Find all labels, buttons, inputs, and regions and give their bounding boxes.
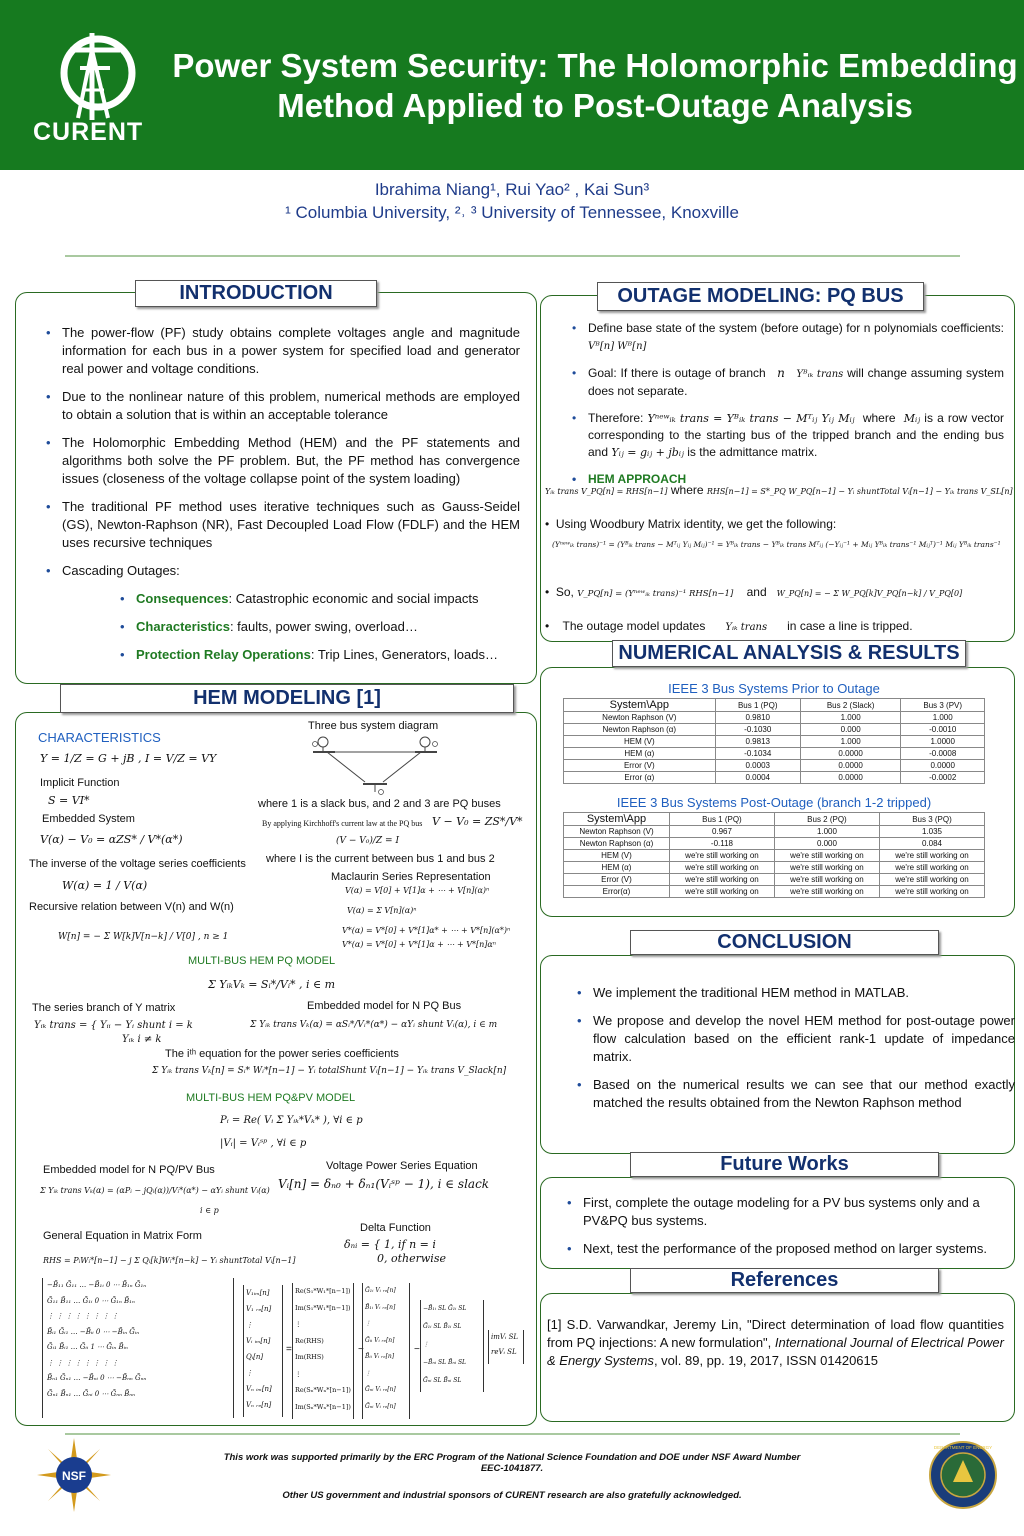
pv-equation-2: |Vᵢ| = Vᵢˢᵖ , ∀i ∈ p	[220, 1138, 307, 1149]
multibus-pq-heading: MULTI-BUS HEM PQ MODEL	[188, 955, 336, 967]
outage-item: • Define base state of the system (before outage) for n polynomials coefficients: Vᴮ[n] Wᴮ[n]	[588, 320, 1004, 355]
recursive-equation: W[n] = − Σ W[k]V[n−k] / V[0] , n ≥ 1	[58, 932, 229, 942]
introduction-body	[44, 324, 520, 674]
minus-sign: −	[414, 1344, 420, 1355]
matrix-row: ⋮ ⋮ ⋮ ⋮ ⋮ ⋮ ⋮ ⋮	[47, 1358, 119, 1367]
nsf-logo-icon	[35, 1436, 113, 1514]
ith-equation-label: The iᵗʰ equation for the power series coefficients	[165, 1048, 399, 1060]
table-row: Newton Raphson (α) -0.1030 0.000 -0.0010	[564, 724, 985, 736]
matrix-row: ⋮ ⋮ ⋮ ⋮ ⋮ ⋮ ⋮ ⋮	[47, 1312, 119, 1320]
bottom-divider	[65, 1433, 960, 1435]
vector-entry: imVᵢ SL	[491, 1333, 519, 1341]
admittance-equation: Y = 1/Z = G + jB , I = V/Z = VY	[40, 752, 217, 765]
admittance-matrix	[42, 1278, 234, 1418]
delta-equation-a: δₙᵢ = { 1, if n = i	[344, 1238, 436, 1251]
recursive-label: Recursive relation between V(n) and W(n)	[29, 901, 234, 913]
table1-caption: IEEE 3 Bus Systems Prior to Outage	[668, 681, 880, 696]
vector-entry: V₁ ᵣₑ[n]	[246, 1305, 272, 1313]
embedded-npq-equation: Σ Yᵢₖ trans Vₖ(α) = αSᵢ*/Vᵢ*(α*) − αYᵢ shunt Vᵢ(α), i ∈ m	[250, 1020, 498, 1030]
vector-entry: B̃ᵢᵢ Vᵢ ᵣₑ[n]	[365, 1353, 395, 1360]
introduction-title: INTRODUCTION	[135, 280, 377, 307]
pv-equation-1: Pᵢ = Re( Vᵢ Σ Yᵢₖ*Vₖ* ), ∀i ∈ p	[220, 1115, 363, 1126]
conclusion-item: • We propose and develop the novel HEM method for post-outage power flow calculation based on the efficient rank-1 update of impedance matrix.	[593, 1012, 1015, 1066]
references-title: References	[630, 1268, 939, 1293]
table-post-outage	[563, 812, 985, 898]
authors: Ibrahima Niang¹, Rui Yao² , Kai Sun³	[374, 180, 650, 199]
maclaurin-eq-1: V(α) = V[0] + V[1]α + ⋯ + V[n](α)ⁿ	[345, 886, 490, 895]
three-bus-diagram	[305, 734, 455, 796]
general-matrix-label: General Equation in Matrix Form	[43, 1230, 202, 1242]
multibus-pq-equation: Σ YᵢₖVₖ = Sᵢ*/Vᵢ* , i ∈ m	[208, 978, 336, 991]
diagram-caption: Three bus system diagram	[308, 720, 439, 732]
b-matrix	[420, 1300, 484, 1392]
doe-seal-text: DEPARTMENT OF ENERGY	[933, 1445, 993, 1450]
vector-entry: ⋮	[246, 1369, 253, 1377]
future-works-title: Future Works	[630, 1152, 939, 1177]
maclaurin-eq-4: V*(α) = V*[0] + V*[1]α + ⋯ + V*[n]αⁿ	[342, 940, 497, 949]
matrix-row: G̃ᵢ₁ B̃ᵢ₁ … G̃ᵢᵢ 1 ⋯ G̃ᵢₙ B̃ᵢₙ	[47, 1343, 128, 1351]
inverse-equation: W(α) = 1 / V(α)	[62, 879, 148, 892]
vector-entry: V₁ᵢₘ[n]	[246, 1289, 270, 1297]
multibus-pqpv-heading: MULTI-BUS HEM PQ&PV MODEL	[186, 1092, 356, 1104]
updates-line: • The outage model updates Yᵢₖ trans in case a line is tripped.	[545, 619, 913, 633]
table-row: Newton Raphson (V) 0.967 1.000 1.035	[564, 826, 985, 838]
woodbury-label: • Using Woodbury Matrix identity, we get the following:	[545, 517, 837, 531]
voltage-vector	[243, 1285, 283, 1417]
table-header: Bus 2 (Slack)	[800, 699, 901, 712]
vector-entry: Vₙ ᵢₘ[n]	[246, 1385, 272, 1393]
logo-text: CURENT	[33, 118, 144, 146]
title-line-1: Power System Security: The Holomorphic Embedding	[172, 47, 1018, 84]
intro-sub-item: • Characteristics: faults, power swing, overload…	[136, 618, 520, 636]
matrix-row: −B̃₁₁ G̃₁₁ … −B̃₁ᵢ 0 ⋯ B̃₁ₙ G̃₁ₙ	[47, 1281, 147, 1289]
table-header: Bus 1 (PQ)	[715, 699, 800, 712]
matrix-entry: −B̃₁ᵢ SL G̃₁ᵢ SL	[423, 1305, 467, 1312]
g-vector	[362, 1283, 410, 1419]
table-header: Bus 3 (PV)	[901, 699, 985, 712]
series-branch-label: The series branch of Y matrix	[32, 1002, 176, 1014]
vector-entry: Vₙ ᵣₑ[n]	[246, 1401, 272, 1409]
inverse-label: The inverse of the voltage series coefficients	[29, 858, 246, 870]
matrix-row: G̃₁₁ B̃₁₁ … G̃₁ᵢ 0 ⋯ G̃₁ₙ B̃₁ₙ	[47, 1296, 135, 1305]
vector-entry: Re(Sₙ*Wₙ*[n−1])	[295, 1386, 351, 1394]
vector-entry: B̃₁ᵢ Vᵢ ᵣₑ[n]	[365, 1303, 396, 1311]
future-works-body	[565, 1194, 1007, 1268]
delta-function-label: Delta Function	[360, 1222, 431, 1234]
doe-seal-icon	[928, 1440, 998, 1510]
rhs-vector	[292, 1283, 354, 1419]
poster-title	[170, 46, 1020, 126]
current-note: where I is the current between bus 1 and bus 2	[266, 853, 495, 865]
table-row: Newton Raphson (α) -0.118 0.000 0.084	[564, 838, 985, 850]
table2-caption: IEEE 3 Bus Systems Post-Outage (branch 1-2 tripped)	[616, 795, 932, 810]
series-branch-eq-a: Yᵢₖ trans = { Yᵢᵢ − Yᵢ shunt i = k	[34, 1020, 193, 1031]
delta-equation-b: 0, otherwise	[377, 1252, 446, 1265]
vector-entry: G̃₁ᵢ Vᵢ ᵣₑ[n]	[365, 1287, 396, 1294]
embedded-npq-label: Embedded model for N PQ Bus	[307, 1000, 462, 1012]
vector-entry: Im(RHS)	[295, 1353, 324, 1361]
kirchhoff-label: By applying Kirchhoff's current law at the PQ bus	[262, 819, 423, 828]
matrix-entry: G̃ₙᵢ SL B̃ₙᵢ SL	[423, 1377, 462, 1384]
embedded-pqpv-condition: i ∈ p	[200, 1206, 219, 1215]
conclusion-body	[575, 984, 1015, 1122]
intro-sub-item: • Protection Relay Operations: Trip Lines, Generators, loads…	[136, 646, 520, 664]
voltage-series-label: Voltage Power Series Equation	[326, 1160, 478, 1172]
voltage-series-equation: Vᵢ[n] = δₙ₀ + δₙ₁(Vᵢˢᵖ − 1), i ∈ slack	[278, 1177, 490, 1191]
vector-entry: Vᵢ ᵢₘ[n]	[246, 1337, 271, 1345]
equals-sign: =	[286, 1344, 292, 1355]
table-row: HEM (V) 0.9813 1.000 1.0000	[564, 736, 985, 748]
table-header: System\App	[564, 699, 716, 712]
vector-entry: ⋮	[295, 1369, 302, 1378]
outage-modeling-title: OUTAGE MODELING: PQ BUS	[597, 282, 924, 311]
vector-entry: ⋮	[365, 1320, 371, 1327]
table-row: HEM (α) -0.1034 0.0000 -0.0008	[564, 748, 985, 760]
conclusion-item: • We implement the traditional HEM method in MATLAB.	[593, 984, 1015, 1002]
vector-entry: ⋮	[295, 1320, 302, 1328]
embedded-pqpv-equation: Σ Yᵢₖ trans Vₖ(α) = (αPᵢ − jQᵢ(α))/Vᵢ*(α*) − αYᵢ shunt Vᵢ(α)	[40, 1186, 270, 1195]
table-header: Bus 2 (PQ)	[774, 813, 879, 826]
vector-entry: ⋮	[365, 1369, 371, 1377]
vector-entry: reVᵢ SL	[491, 1348, 517, 1356]
top-divider	[65, 255, 960, 257]
intro-item: • The Holomorphic Embedding Method (HEM) and the PF statements and algorithms both solve the PF problem. But, the PF method has convergence issues (closeness of the voltage collapse point of the system loading)	[62, 434, 520, 488]
table-row: Newton Raphson (V) 0.9810 1.000 1.000	[564, 712, 985, 724]
outage-item: • Goal: If there is outage of branch n Yᴮᵢₖ trans will change assuming system does not separate.	[588, 365, 1004, 400]
intro-item: • The power-flow (PF) study obtains complete voltages angle and magnitude information for each bus in a power system for specified load and generator real power and voltage conditions.	[62, 324, 520, 378]
vector-entry: Im(S₁*W₁*[n−1])	[295, 1303, 351, 1312]
vector-entry: Qᵢ[n]	[246, 1353, 264, 1361]
characteristics-heading: CHARACTERISTICS	[38, 730, 161, 745]
vector-entry: G̃ᵢᵢ Vᵢ ᵣₑ[n]	[365, 1336, 395, 1344]
affiliations: ¹ Columbia University, ²˒ ³ University of Tennessee, Knoxville	[285, 203, 739, 222]
matrix-row: G̃ₙ₁ B̃ₙ₁ … G̃ₙᵢ 0 ⋯ G̃ₙₙ B̃ₙₙ	[47, 1389, 135, 1398]
vector-entry: Re(S₁*W₁*[n−1])	[295, 1287, 351, 1295]
im-vector	[488, 1330, 524, 1364]
matrix-row: B̃ₙ₁ G̃ₙ₁ … −B̃ₙᵢ 0 ⋯ −B̃ₙₙ G̃ₙₙ	[47, 1374, 147, 1382]
table-row: HEM (V) we're still working on we're still working on we're still working on	[564, 850, 985, 862]
implicit-function-label: Implicit Function	[40, 777, 120, 789]
table-row: Error (V) we're still working on we're still working on we're still working on	[564, 874, 985, 886]
vector-entry: G̃ₙᵢ Vᵢ ᵣₑ[n]	[365, 1402, 396, 1410]
matrix-entry: −B̃ₙᵢ SL B̃ₙᵢ SL	[423, 1359, 467, 1366]
maclaurin-label: Maclaurin Series Representation	[331, 871, 491, 883]
outage-body	[570, 320, 1004, 498]
woodbury-equation: (Yⁿᵉʷᵢₖ trans)⁻¹ = (Yᴮᵢₖ trans − Mᵀᵢⱼ Yᵢⱼ Mᵢⱼ)⁻¹ = Yᴮᵢₖ trans − Yᴮᵢₖ trans Mᵀᵢⱼ (−Yᵢⱼ⁻¹ + Mᵢⱼ Yᴮᵢₖ trans⁻¹ Mᵢⱼᵀ)⁻¹ Mᵢⱼ Yᴮᵢₖ trans⁻¹	[552, 540, 1001, 549]
vector-entry: ⋮	[246, 1321, 253, 1329]
table-row: Error (V) 0.0003 0.0000 0.0000	[564, 760, 985, 772]
ith-equation: Σ Yᵢₖ trans Vₖ[n] = Sᵢ* Wᵢ*[n−1] − Yᵢ totalShunt Vᵢ[n−1] − Yᵢₖ trans V_Slack[n]	[152, 1066, 507, 1076]
outage-item: • HEM APPROACH	[588, 471, 1004, 488]
future-item: • First, complete the outage modeling for a PV bus systems only and a PV&PQ bus systems.	[583, 1194, 1007, 1230]
slack-note: where 1 is a slack bus, and 2 and 3 are PQ buses	[258, 798, 501, 810]
table-header: System\App	[564, 813, 670, 826]
table-row: Error (α) 0.0004 0.0000 -0.0002	[564, 772, 985, 784]
vector-entry: G̃ₙᵢ Vᵢ ᵣₑ[n]	[365, 1386, 396, 1393]
table-row: HEM (α) we're still working on we're still working on we're still working on	[564, 862, 985, 874]
footer-line: EEC-1041877.	[480, 1463, 544, 1474]
future-item: • Next, test the performance of the proposed method on larger systems.	[583, 1240, 1007, 1258]
maclaurin-eq-3: V*(α) = V*[0] + V*[1]α* + ⋯ + V*[n](α*)ⁿ	[342, 926, 511, 935]
series-branch-eq-b: Yᵢₖ i ≠ k	[122, 1034, 162, 1045]
kirchhoff-equation: V − V₀ = ZS*/V*	[432, 815, 523, 828]
hem-approach-equation: Yᵢₖ trans V_PQ[n] = RHS[n−1] where RHS[n−1] = S*_PQ W_PQ[n−1] − Yᵢ shuntTotal Vᵢ[n−1] − Yᵢₖ trans V_SL[n]	[545, 483, 1013, 497]
maclaurin-eq-2: V(α) = Σ V[n](α)ⁿ	[347, 906, 417, 915]
table-header-row	[564, 813, 985, 826]
embedded-pqpv-label: Embedded model for N PQ/PV Bus	[43, 1164, 215, 1176]
intro-item: • Due to the nonlinear nature of this problem, numerical methods are employed to obtain a solution that is within an acceptable tolerance	[62, 388, 520, 424]
so-line: • So, V_PQ[n] = (Yⁿᵉʷᵢₖ trans)⁻¹ RHS[n−1] and W_PQ[n] = − Σ W_PQ[k]V_PQ[n−k] / V_PQ[0]	[545, 585, 963, 599]
intro-item: • The traditional PF method uses iterative techniques such as Gauss-Seidel (GS), Newton-Raphson (NR), Fast Decoupled Load Flow (FDLF) and the HEM uses recursive techniques	[62, 498, 520, 552]
rhs-equation: RHS = PᵢWᵢ*[n−1] − j Σ Qᵢ[k]Wᵢ*[n−k] − Yᵢ shuntTotal Vᵢ[n−1]	[43, 1256, 296, 1265]
footer-line: This work was supported primarily by the ERC Program of the National Science Foundation and DOE under NSF Award Number	[223, 1452, 801, 1463]
minus-sign: −	[358, 1344, 364, 1355]
numerical-title: NUMERICAL ANALYSIS & RESULTS	[612, 640, 966, 667]
intro-item: • Cascading Outages:	[62, 562, 520, 580]
matrix-entry: ⋮	[423, 1341, 429, 1348]
footer-sponsors: Other US government and industrial sponsors of CURENT research are also gratefully acknowledged.	[282, 1490, 742, 1501]
footer-acknowledgment	[0, 1452, 1024, 1474]
table-prior-outage	[563, 698, 985, 784]
matrix-entry: G̃₁ᵢ SL B̃₁ᵢ SL	[423, 1323, 462, 1330]
vector-entry: Im(Sₙ*Wₙ*[n−1])	[295, 1402, 351, 1411]
vector-entry: Re(RHS)	[295, 1336, 324, 1345]
table-header: Bus 1 (PQ)	[669, 813, 774, 826]
matrix-row: B̃ᵢ₁ G̃ᵢ₁ … −B̃ᵢᵢ 0 ⋯ −B̃ᵢₙ G̃ᵢₙ	[47, 1327, 140, 1336]
table-header: Bus 3 (PQ)	[879, 813, 984, 826]
conclusion-title: CONCLUSION	[630, 930, 939, 955]
outage-item: • Therefore: Yⁿᵉʷᵢₖ trans = Yᴮᵢₖ trans − Mᵀᵢⱼ Yᵢⱼ Mᵢⱼ where Mᵢⱼ is a row vector corresponding to the starting bus of the tripped branch and the ending bus and Yᵢⱼ = gᵢⱼ + jbᵢⱼ is the admittance matrix.	[588, 410, 1004, 461]
hem-modeling-title: HEM MODELING [1]	[60, 684, 514, 713]
kirchhoff-equation-2: (V − V₀)/Z = I	[336, 836, 399, 846]
table-row: Error(α) we're still working on we're still working on we're still working on	[564, 886, 985, 898]
nsf-logo-text: NSF	[62, 1469, 86, 1483]
implicit-equation: S = VI*	[48, 794, 90, 807]
conclusion-item: • Based on the numerical results we can see that our method exactly matched the results obtained from the Newton Raphson method	[593, 1076, 1015, 1112]
reference-entry: [1] S.D. Varwandkar, Jeremy Lin, "Direct determination of load flow quantities from PQ injections: A new formulation", International Journal of Electrical Power & Energy Systems, vol. 89, pp. 19, 2017, ISSN 01420615	[547, 1317, 1004, 1368]
table-header-row	[564, 699, 985, 712]
embedded-equation: V(α) − V₀ = αZS* / V*(α*)	[40, 833, 183, 846]
embedded-system-label: Embedded System	[42, 813, 135, 825]
title-line-2: Method Applied to Post-Outage Analysis	[277, 87, 913, 124]
intro-sub-item: • Consequences: Catastrophic economic and social impacts	[136, 590, 520, 608]
